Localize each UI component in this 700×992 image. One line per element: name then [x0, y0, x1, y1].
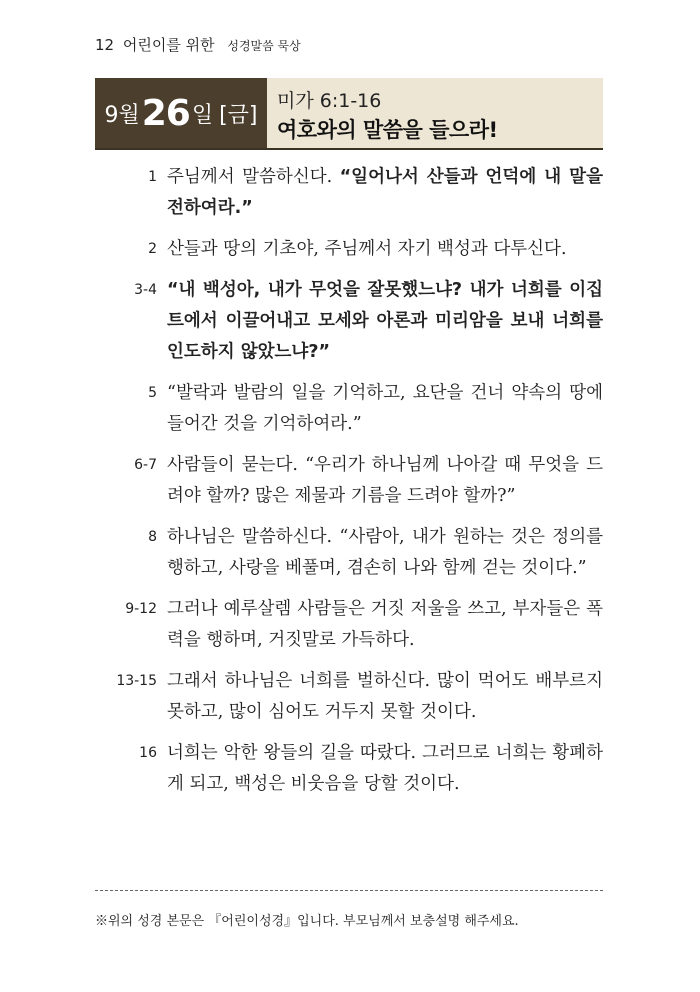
verse-number: 8: [148, 529, 157, 545]
verse: [0, 275, 700, 368]
verse: [0, 594, 700, 656]
date-weekday: [금]: [219, 102, 258, 128]
date-day-suffix: 일: [191, 102, 214, 128]
verse-text: “내 백성아, 내가 무엇을 잘못했느냐? 내가 너희를 이집트에서 이끌어내고 모세와 아론과 미리암을 보내 너희를 인도하지 않았느냐?”: [167, 280, 603, 362]
verse-list: [0, 162, 700, 810]
footnote: ※위의 성경 본문은 『어린이성경』입니다. 부모님께서 보충설명 해주세요.: [95, 914, 519, 929]
verse-text: 하나님은 말씀하신다. “사람아, 내가 원하는 것은 정의를 행하고, 사랑을 베풀며, 겸손히 나와 함께 걷는 것이다.”: [167, 527, 603, 578]
running-head: [95, 34, 301, 55]
book-title: 어린이를 위한: [122, 36, 215, 54]
verse: [0, 522, 700, 584]
title-box: [267, 78, 603, 148]
date-month: 9월: [104, 102, 140, 128]
book-subtitle: 성경말씀 묵상: [227, 39, 301, 53]
footer-divider: [95, 890, 603, 891]
verse-number: 16: [139, 745, 157, 761]
verse-text-bold: “일어나서 산들과 언덕에 내 말을 전하여라.”: [167, 167, 603, 218]
verse: [0, 234, 700, 265]
verse-number: 3-4: [134, 282, 157, 298]
verse: [0, 450, 700, 512]
verse-number: 1: [148, 169, 157, 185]
verse: [0, 162, 700, 224]
verse-number: 2: [148, 241, 157, 257]
verse-text-plain: 주님께서 말씀하신다.: [167, 167, 340, 187]
devotion-title: 여호와의 말씀을 들으라!: [277, 118, 498, 142]
verse-text: 너희는 악한 왕들의 길을 따랐다. 그러므로 너희는 황폐하게 되고, 백성은 비웃음을 당할 것이다.: [167, 743, 603, 794]
date-box: [95, 78, 267, 148]
verse-number: 5: [148, 385, 157, 401]
page-number: 12: [95, 36, 115, 54]
verse: [0, 738, 700, 800]
verse-text: 산들과 땅의 기초야, 주님께서 자기 백성과 다투신다.: [167, 239, 567, 259]
verse-number: 6-7: [134, 457, 157, 473]
verse-number: 13-15: [116, 673, 157, 689]
date-day: 26: [141, 92, 190, 134]
verse-text: 그래서 하나님은 너희를 벌하신다. 많이 먹어도 배부르지 못하고, 많이 심어도 거두지 못할 것이다.: [167, 671, 603, 722]
verse-text: [167, 162, 603, 224]
verse-text: 그러나 예루살렘 사람들은 거짓 저울을 쓰고, 부자들은 폭력을 행하며, 거짓말로 가득하다.: [167, 599, 603, 650]
verse: [0, 378, 700, 440]
scripture-reference: 미가 6:1-16: [277, 90, 382, 112]
devotion-header: [95, 78, 603, 150]
verse-text: “발락과 발람의 일을 기억하고, 요단을 건너 약속의 땅에 들어간 것을 기억하여라.”: [167, 383, 603, 434]
verse-number: 9-12: [125, 601, 157, 617]
verse-text: 사람들이 묻는다. “우리가 하나님께 나아갈 때 무엇을 드려야 할까? 많은 제물과 기름을 드려야 할까?”: [167, 455, 603, 506]
verse: [0, 666, 700, 728]
